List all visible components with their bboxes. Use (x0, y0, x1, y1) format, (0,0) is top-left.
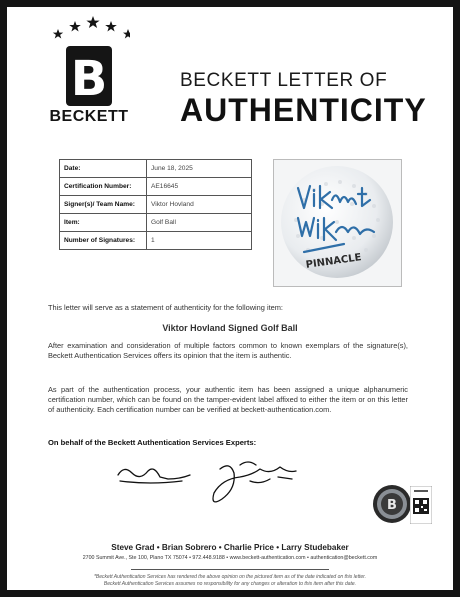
row-value: 1 (147, 232, 252, 250)
row-value: June 18, 2025 (147, 160, 252, 178)
qr-code-icon (410, 486, 432, 524)
intro-statement: This letter will serve as a statement of authenticity for the following item: (48, 303, 283, 312)
table-row (60, 160, 252, 178)
letter-title-line2: AUTHENTICITY (180, 92, 427, 128)
monogram-b-icon (66, 46, 112, 106)
row-label: Date: (60, 160, 147, 178)
on-behalf-heading: On behalf of the Beckett Authentication Services Experts: (48, 438, 257, 447)
process-paragraph: As part of the authentication process, your authentic item has been assigned a unique alphanumeric certification number, which can be found on the tamper-evident label affixed to either the item or on this letter of authenticity. Each certification number can be verified at beckett-authentication.com. (48, 385, 408, 414)
row-label: Item: (60, 214, 147, 232)
expert-signatures (110, 455, 330, 515)
table-row (60, 214, 252, 232)
stars-icon (50, 16, 130, 46)
row-label: Certification Number: (60, 178, 147, 196)
row-value: Viktor Hovland (147, 196, 252, 214)
ball-brand-text: PINNACLE (305, 252, 363, 271)
row-value: Golf Ball (147, 214, 252, 232)
signed-golf-ball-photo (274, 160, 401, 286)
table-row (60, 178, 252, 196)
row-label: Number of Signatures: (60, 232, 147, 250)
table-row (60, 196, 252, 214)
row-label: Signer(s)/ Team Name: (60, 196, 147, 214)
beckett-logo (44, 16, 134, 128)
letter-title-line1: BECKETT LETTER OF (180, 70, 388, 91)
disclaimer-line-1: *Beckett Authentication Services has rendered the above opinion on the pictured item as of the date indicated on this letter. (93, 574, 367, 580)
expert-names: Steve Grad • Brian Sobrero • Charlie Price • Larry Studebaker (111, 543, 349, 552)
disclaimer-line-2: Beckett Authentication Services assumes no responsibility for any changes or alteration to this item after this date. (103, 581, 357, 587)
row-value: AE16645 (147, 178, 252, 196)
opinion-paragraph: After examination and consideration of multiple factors common to known exemplars of the signature(s), Beckett Authentication Services offers its opinion that the item is authentic. (48, 341, 408, 360)
svg-text:B: B (387, 498, 397, 513)
brand-name: BECKETT (49, 108, 129, 125)
hologram-seal-icon (372, 484, 412, 524)
svg-text:B: B (70, 51, 108, 106)
footer-divider (131, 569, 329, 570)
certificate-info-table (59, 159, 252, 250)
item-photo (273, 159, 402, 287)
item-title: Viktor Hovland Signed Golf Ball (162, 323, 298, 333)
table-row (60, 232, 252, 250)
company-address: 2700 Summit Ave., Ste 100, Plano TX 75074 • 972.448.9188 • www.beckett-authentication.com • authentication@beckett.com (82, 555, 378, 561)
